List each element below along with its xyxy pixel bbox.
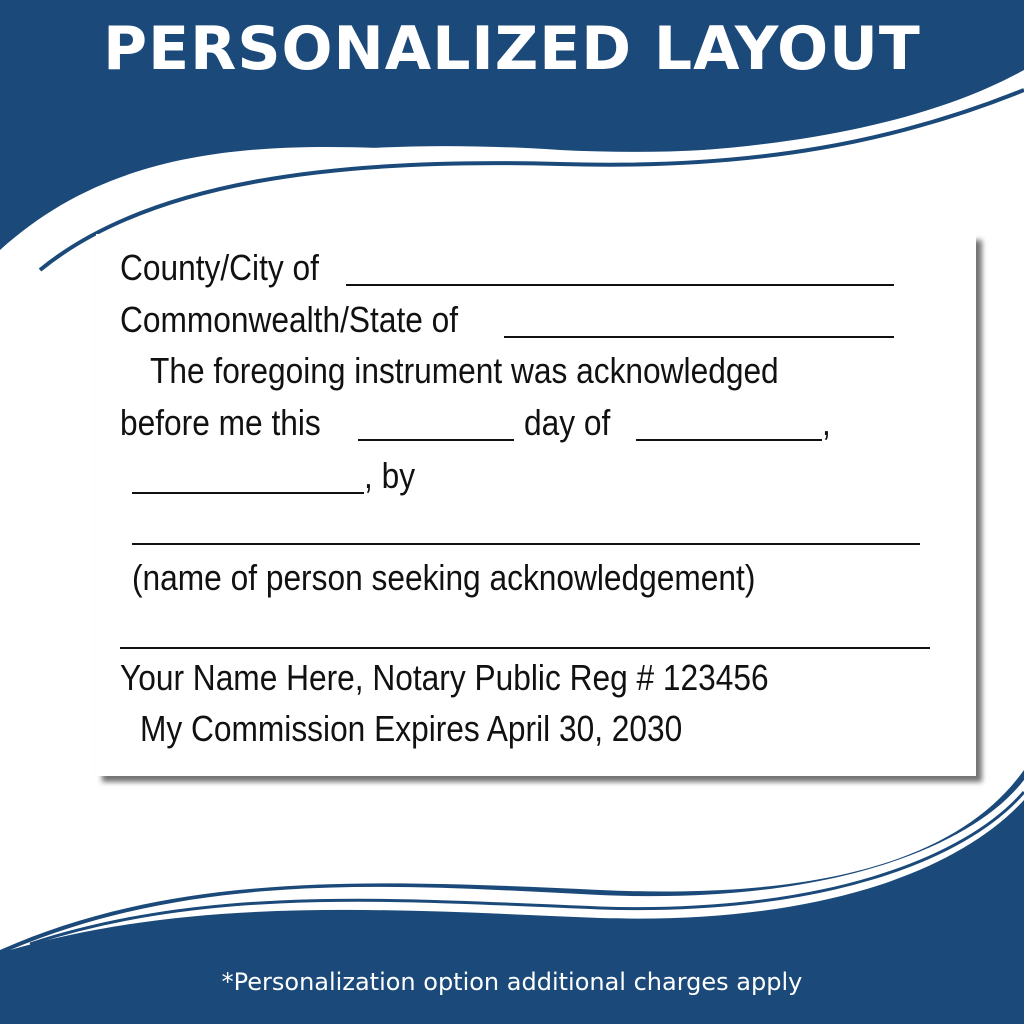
state-blank-line <box>504 336 894 338</box>
footer-note: *Personalization option additional charges apply <box>221 968 803 996</box>
county-blank-line <box>346 284 894 286</box>
day-blank-line <box>358 439 514 441</box>
state-label: Commonwealth/State of <box>120 299 459 340</box>
commission-expiry-line: My Commission Expires April 30, 2030 <box>140 708 683 749</box>
acknowledgement-text: The foregoing instrument was acknowledged <box>150 350 779 391</box>
page-title: PERSONALIZED LAYOUT <box>103 14 921 84</box>
name-blank-line <box>132 543 920 545</box>
year-blank-line <box>132 492 364 494</box>
stamp-impression-card <box>96 234 976 776</box>
month-comma: , <box>822 402 831 443</box>
notary-name-line: Your Name Here, Notary Public Reg # 123456 <box>120 657 769 698</box>
before-me-label: before me this <box>120 402 321 443</box>
day-of-label: day of <box>524 402 611 443</box>
county-label: County/City of <box>120 247 319 288</box>
name-caption: (name of person seeking acknowledgement) <box>132 557 756 598</box>
month-blank-line <box>636 439 822 441</box>
signature-line <box>120 647 930 649</box>
by-label: , by <box>364 455 416 496</box>
